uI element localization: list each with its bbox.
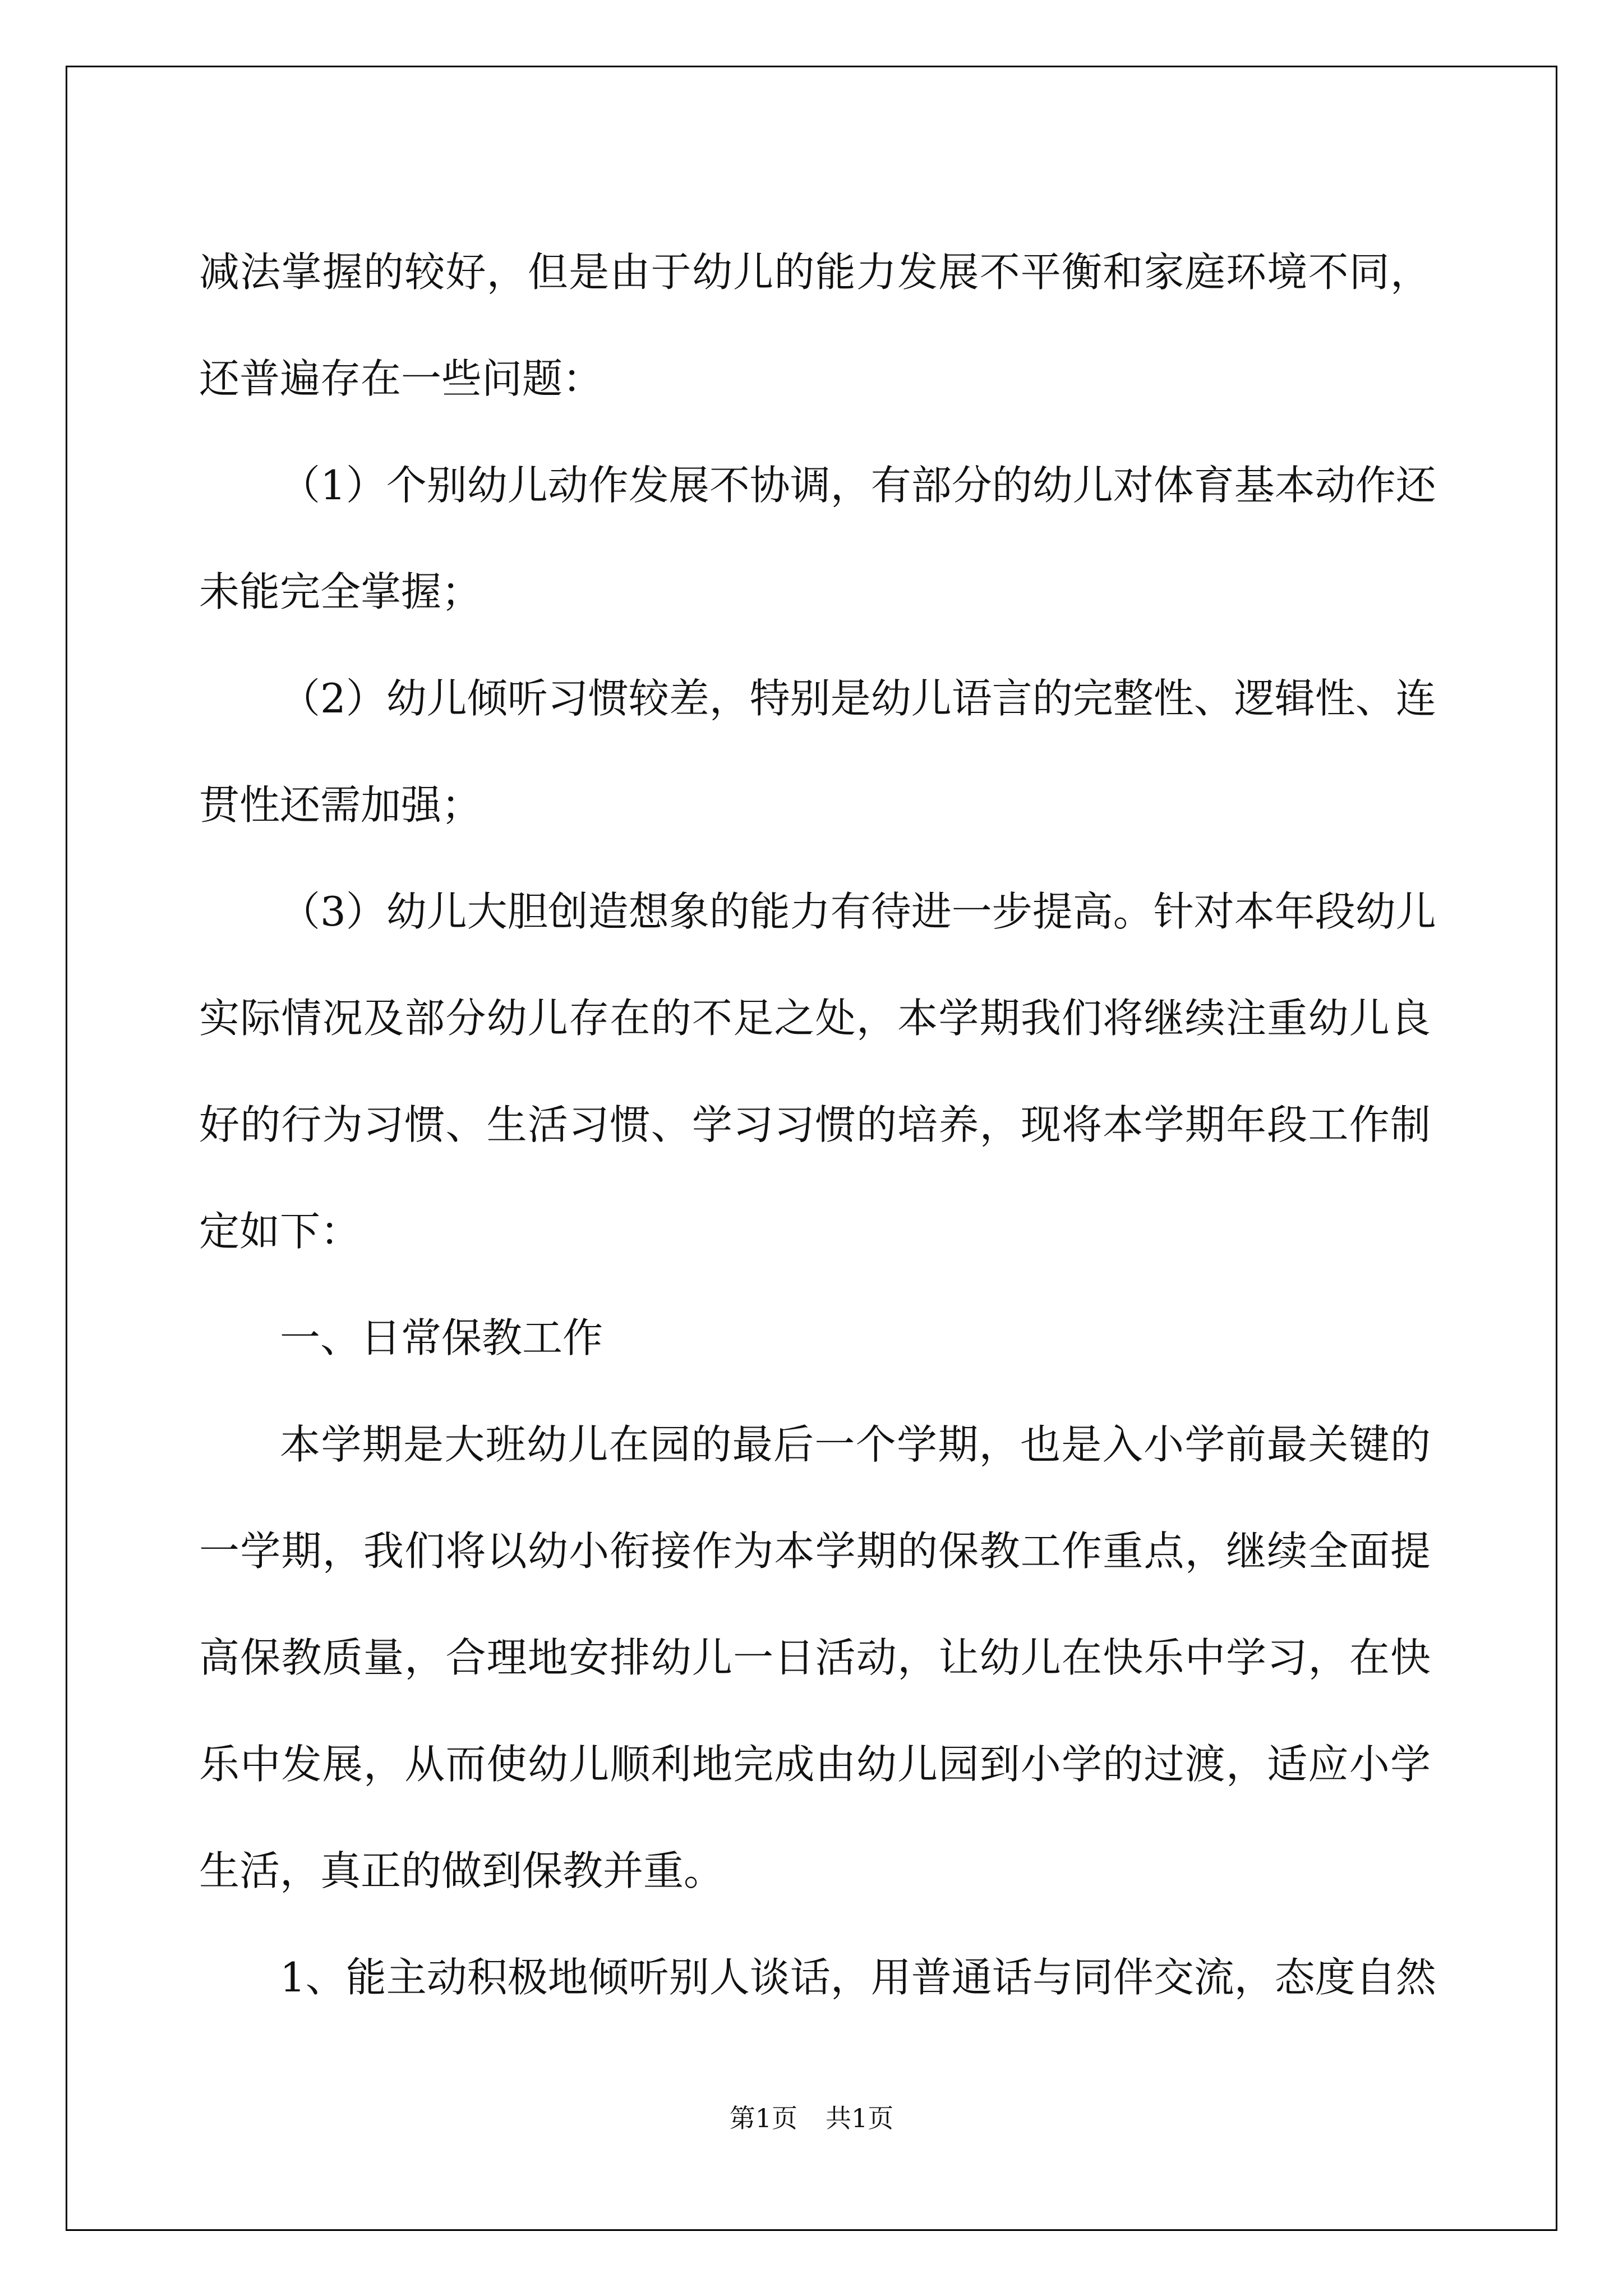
section-heading: 一、日常保教工作: [280, 1314, 603, 1361]
text-line-5: （2）幼儿倾听习惯较差，特别是幼儿语言的完整性、逻辑性、连: [280, 675, 1436, 722]
text-line-8: 实际情况及部分幼儿存在的不足之处，本学期我们将继续注重幼儿良: [199, 995, 1431, 1042]
page-number: 第1页: [729, 2103, 797, 2133]
text-line-15: 乐中发展，从而使幼儿顺利地完成由幼儿园到小学的过渡，适应小学: [199, 1741, 1431, 1788]
text-line-9: 好的行为习惯、生活习惯、学习习惯的培养，现将本学期年段工作制: [199, 1101, 1431, 1148]
text-line-17: 1、能主动积极地倾听别人谈话，用普通话与同伴交流，态度自然: [280, 1954, 1436, 2001]
text-line-13: 一学期，我们将以幼小衔接作为本学期的保教工作重点，继续全面提: [199, 1527, 1431, 1575]
text-line-2: 还普遍存在一些问题：: [199, 355, 603, 402]
text-line-3: （1）个别幼儿动作发展不协调，有部分的幼儿对体育基本动作还: [280, 462, 1436, 509]
page-total: 共1页: [826, 2103, 894, 2133]
text-line-14: 高保教质量，合理地安排幼儿一日活动，让幼儿在快乐中学习，在快: [199, 1634, 1431, 1681]
text-line-6: 贯性还需加强；: [199, 781, 482, 829]
text-line-12: 本学期是大班幼儿在园的最后一个学期，也是入小学前最关键的: [280, 1421, 1431, 1468]
text-line-10: 定如下：: [199, 1208, 361, 1255]
page-footer: [0, 2098, 1623, 2135]
document-body: [199, 219, 1436, 2031]
text-line-7: （3）幼儿大胆创造想象的能力有待进一步提高。针对本年段幼儿: [280, 888, 1436, 935]
text-line-4: 未能完全掌握；: [199, 568, 482, 615]
text-line-1: 减法掌握的较好，但是由于幼儿的能力发展不平衡和家庭环境不同，: [199, 249, 1431, 296]
text-line-16: 生活，真正的做到保教并重。: [199, 1847, 725, 1894]
